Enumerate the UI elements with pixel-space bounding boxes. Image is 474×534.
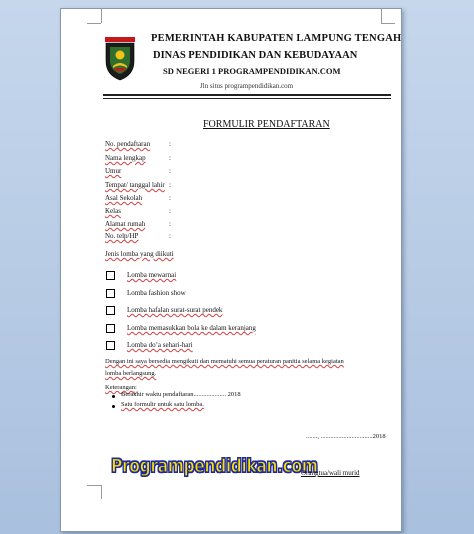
lomba-label-mewarnai: Lomba mewarnai	[127, 271, 177, 279]
lomba-label-bola: Lomba memasukkan bola ke dalam keranjang	[127, 324, 256, 332]
field-colon: :	[169, 140, 171, 148]
field-colon: :	[169, 194, 171, 202]
lomba-label-hafalan: Lomba hafalan surat-surat pendek	[127, 306, 223, 314]
field-label-no-pendaftaran: No. pendaftaran	[105, 140, 151, 148]
lomba-label-fashion-show: Lomba fashion show	[127, 289, 186, 297]
bullet-icon	[112, 405, 115, 408]
letterhead-line2: DINAS PENDIDIKAN DAN KEBUDAYAAN	[153, 50, 358, 61]
letterhead-divider	[103, 94, 391, 96]
date-line: ......., ................................2018	[306, 433, 386, 440]
checkbox-lomba-fashion-show[interactable]	[106, 289, 115, 298]
regency-logo-icon	[104, 37, 136, 81]
letterhead-line1: PEMERINTAH KABUPATEN LAMPUNG TENGAH	[151, 33, 402, 44]
checkbox-lomba-bola[interactable]	[106, 324, 115, 333]
signature-label: Orangtua/wali murid	[301, 469, 360, 477]
statement-line2: lomba berlangsung.	[105, 370, 157, 377]
field-colon: :	[169, 220, 171, 228]
watermark-logo-text: Programpendidikan.com	[111, 455, 318, 477]
checkbox-lomba-mewarnai[interactable]	[106, 271, 115, 280]
field-colon: :	[169, 207, 171, 215]
field-label-no-telp: No. telp/HP	[105, 232, 139, 240]
field-label-nama-lengkap: Nama lengkap	[105, 154, 146, 162]
field-colon: :	[169, 232, 171, 240]
document-page[interactable]	[60, 8, 402, 532]
margin-guide-top-right-h	[381, 23, 395, 24]
field-label-asal-sekolah: Asal Sekolah	[105, 194, 143, 202]
form-title: FORMULIR PENDAFTARAN	[203, 119, 330, 130]
margin-guide-bottom-left	[101, 485, 102, 499]
margin-guide-top-left-h	[87, 23, 101, 24]
lomba-heading: Jenis lomba yang diikuti	[105, 250, 174, 258]
margin-guide-top-right	[381, 9, 382, 23]
field-label-umur: Umur	[105, 167, 122, 175]
letterhead-address: Jln situs programpendidikan.com	[200, 82, 294, 90]
logo-caption: LAMPUNG TENGAH	[104, 30, 133, 34]
field-label-alamat-rumah: Alamat rumah	[105, 220, 146, 228]
margin-guide-top-left	[101, 9, 102, 23]
keterangan-heading: Keterangan:	[105, 384, 137, 391]
field-colon: :	[169, 154, 171, 162]
checkbox-lomba-doa[interactable]	[106, 341, 115, 350]
letterhead-divider-thin	[103, 98, 391, 99]
field-colon: :	[169, 181, 171, 189]
margin-guide-bottom-left-h	[87, 485, 101, 486]
checkbox-lomba-hafalan[interactable]	[106, 306, 115, 315]
statement-line1: Dengan ini saya bersedia mengikuti dan mematuhi semua peraturan panitia selama kegiatan	[105, 358, 344, 365]
bullet-icon	[112, 395, 115, 398]
lomba-label-doa: Lomba do’a sehari-hari	[127, 341, 193, 349]
keterangan-note-1: Berakhir waktu pendaftaran.................... 2018	[121, 391, 241, 398]
field-label-tempat-tanggal-lahir: Tempat/ tanggal lahir	[105, 181, 165, 189]
letterhead-line3: SD NEGERI 1 PROGRAMPENDIDIKAN.COM	[163, 66, 341, 76]
field-label-kelas: Kelas	[105, 207, 121, 215]
field-colon: :	[169, 167, 171, 175]
keterangan-note-2: Satu formulir untuk satu lomba.	[121, 401, 204, 408]
